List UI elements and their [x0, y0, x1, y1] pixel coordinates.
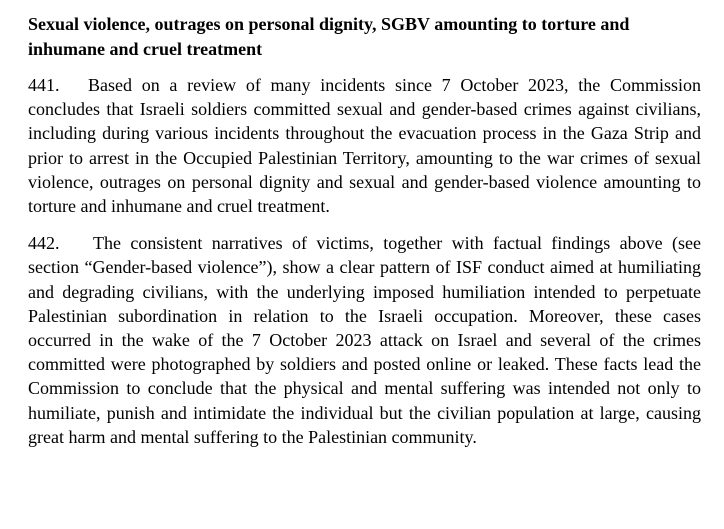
paragraph-442	[28, 231, 701, 449]
paragraph-number: 442.	[28, 233, 60, 254]
section-heading: Sexual violence, outrages on personal dignity, SGBV amounting to torture and inhumane and cruel treatment	[28, 14, 630, 59]
paragraph-number: 441.	[28, 75, 60, 95]
document-page	[28, 12, 701, 462]
paragraph-text: Based on a review of many incidents since 7 October 2023, the Commission concludes that Israeli soldiers committed sexual and gender-based crimes against civilians, including during various incidents throughout the evacuation process in the Gaza Strip and prior to arrest in the Occupied Palestinian Territory, amounting to the war crimes of sexual violence, outrages on personal dignity and sexual and gender-based violence amounting to torture and inhumane and cruel treatment.	[28, 75, 701, 217]
paragraph-441	[28, 73, 701, 218]
paragraph-text: The consistent narratives of victims, together with factual findings above (see section “Gender-based violence”), show a clear pattern of ISF conduct aimed at humiliating and degrading civilians, with the underlying imposed humiliation intended to perpetuate Palestinian subordination in relation to the Israeli occupation. Moreover, these cases occurred in the wake of the 7 October 2023 attack on Israel and several of the crimes committed were photographed by soldiers and posted online or leaked. These facts lead the Commission to conclude that the physical and mental suffering was intended not only to humiliate, punish and intimidate the individual but the civilian population at large, causing great harm and mental suffering to the Palestinian community.	[28, 233, 701, 447]
